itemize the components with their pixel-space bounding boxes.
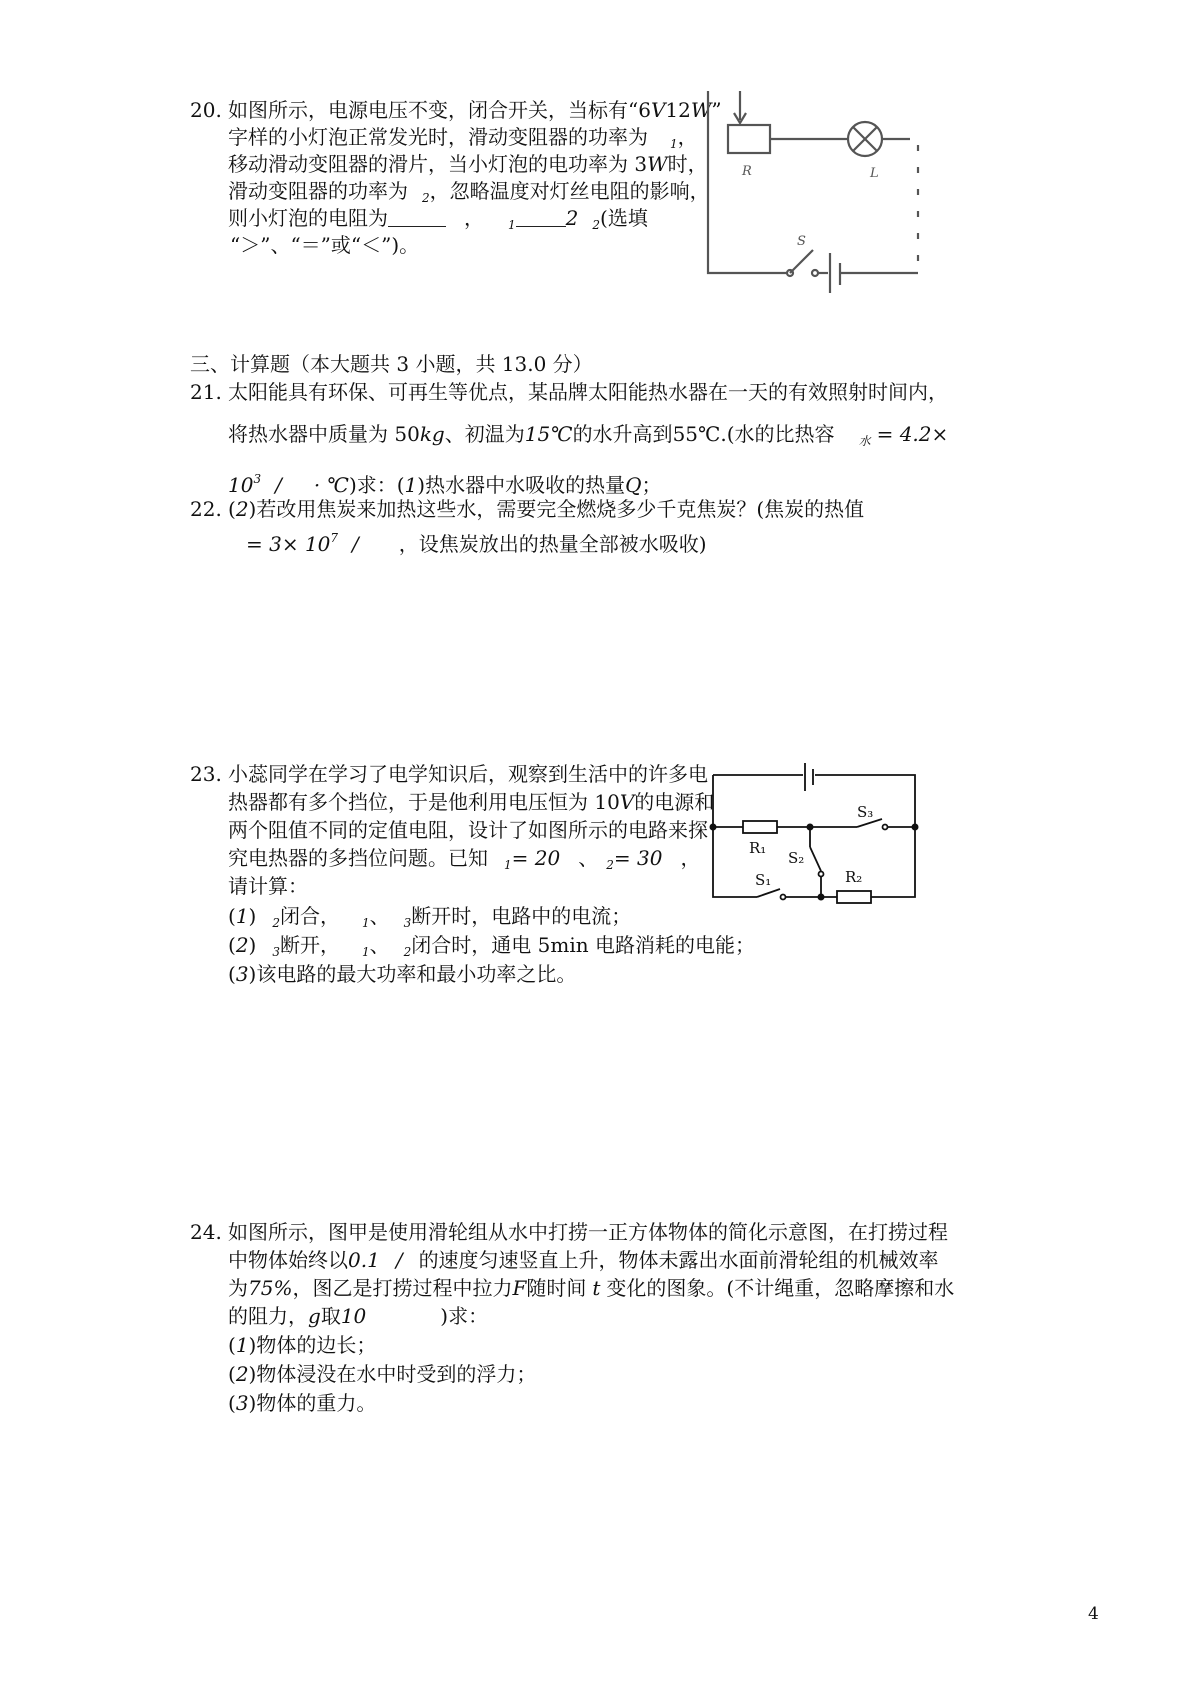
section-3-heading: 三、计算题（本大题共 3 小题，共 13.0 分） xyxy=(190,352,593,376)
q24-part-2: (2)物体浸没在水中时受到的浮力； xyxy=(228,1362,537,1386)
q22-line-2: = $3\times 10^7$ / ，设焦炭放出的热量全部被水吸收) xyxy=(246,531,707,556)
q20-line-3: 移动滑动变阻器的滑片，当小灯泡的电功率为 3W时， xyxy=(228,152,708,176)
q23-number: 23. xyxy=(190,762,222,786)
q20-blank-resistance[interactable] xyxy=(388,206,446,227)
q20-label-l: L xyxy=(870,166,879,181)
q23-node-right xyxy=(912,824,919,831)
q20-circuit-figure xyxy=(700,85,925,300)
q23-node-left xyxy=(710,824,717,831)
q24-part-3: (3)物体的重力。 xyxy=(228,1391,377,1415)
q20-switch-blade xyxy=(790,250,813,273)
q23-label-s1: S₁ xyxy=(755,871,772,889)
q20-rheostat xyxy=(728,125,770,153)
q20-line-6: “＞”、“＝”或“＜”)。 xyxy=(230,233,420,257)
q24-line-3: 为75%，图乙是打捞过程中拉力F随时间 t 变化的图象。(不计绳重，忽略摩擦和水 xyxy=(228,1276,955,1300)
q23-part-3: (3)该电路的最大功率和最小功率之比。 xyxy=(228,962,577,986)
q21-line-2: 将热水器中质量为 50kg、初温为15℃的水升高到55℃.(水的比热容 $_水$ = 4.2× xyxy=(228,422,949,448)
q20-switch-contact xyxy=(812,270,818,276)
q21-line-1: 太阳能具有环保、可再生等优点，某品牌太阳能热水器在一天的有效照射时间内， xyxy=(228,380,948,404)
q23-resistor-r2 xyxy=(837,891,871,903)
q24-number: 24. xyxy=(190,1220,222,1244)
q20-number: 20. xyxy=(190,98,222,122)
q23-node-middle xyxy=(807,824,814,831)
q20-wire-left xyxy=(708,91,788,273)
page-number: 4 xyxy=(1088,1604,1099,1624)
q20-blank-compare[interactable] xyxy=(516,206,566,227)
q24-part-1: (1)物体的边长； xyxy=(228,1333,377,1357)
q24-line-4: 的阻力，g取10 )求： xyxy=(228,1304,489,1328)
q24-line-1: 如图所示，图甲是使用滑轮组从水中打捞一正方体物体的简化示意图，在打捞过程 xyxy=(228,1220,948,1244)
q23-label-r1: R₁ xyxy=(749,839,767,857)
q20-line-2: 字样的小灯泡正常发光时，滑动变阻器的功率为 $_1$， xyxy=(228,125,698,151)
q24-line-2: 中物体始终以0.1 / 的速度匀速竖直上升，物体未露出水面前滑轮组的机械效率 xyxy=(228,1248,939,1272)
q20-line-1: 如图所示，电源电压不变，闭合开关，当标有“6V12W” xyxy=(228,98,722,122)
q20-label-r: R xyxy=(742,164,752,179)
q23-line-5: 请计算： xyxy=(228,874,308,898)
q23-line-1: 小蕊同学在学习了电学知识后，观察到生活中的许多电 xyxy=(228,762,708,786)
q22-number: 22. xyxy=(190,497,222,521)
q23-line-2: 热器都有多个挡位，于是他利用电压恒为 10V的电源和 xyxy=(228,790,715,814)
q22-line-1: (2)若改用焦炭来加热这些水，需要完全燃烧多少千克焦炭？(焦炭的热值 xyxy=(228,497,865,521)
q23-node-bottom xyxy=(818,894,825,901)
q23-line-4: 究电热器的多挡位问题。已知 $_1$= 20 、 $_2$= 30 ， xyxy=(228,846,701,872)
q23-switch-s2-blade xyxy=(810,847,821,871)
q23-switch-s1-blade xyxy=(757,889,780,897)
q20-label-s: S xyxy=(797,234,806,249)
q23-label-s2: S₂ xyxy=(788,849,805,867)
q23-part-1: (1) $_2$闭合， $_1$、 $_3$断开时，电路中的电流； xyxy=(228,904,632,930)
q20-line-4: 滑动变阻器的功率为 $_2$，忽略温度对灯丝电阻的影响， xyxy=(228,179,710,205)
q23-line-3: 两个阻值不同的定值电阻，设计了如图所示的电路来探 xyxy=(228,818,708,842)
q23-resistor-r1 xyxy=(743,821,777,833)
q23-label-r2: R₂ xyxy=(845,868,863,886)
q21-line-3: $10^3$ / · ℃)求：(1)热水器中水吸收的热量Q； xyxy=(228,472,662,497)
q23-circuit-figure xyxy=(705,755,925,905)
q21-number: 21. xyxy=(190,380,222,404)
q23-part-2: (2) $_3$断开， $_1$、 $_2$闭合时，通电 5min 电路消耗的电能； xyxy=(228,933,755,959)
q23-label-s3: S₃ xyxy=(857,803,874,821)
q20-line-5: 则小灯泡的电阻为 ， $_1$ 2 $_2$(选填 xyxy=(228,206,648,232)
